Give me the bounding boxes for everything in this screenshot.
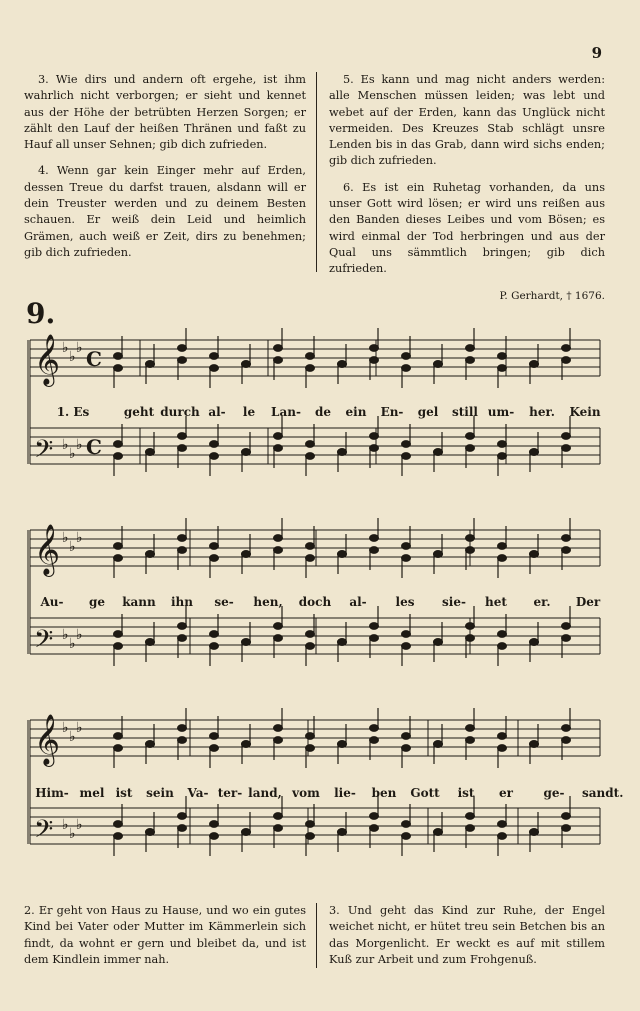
lyric-syllable: le	[242, 405, 256, 419]
notehead	[210, 543, 219, 550]
lyric-syllable: 1. Es	[56, 405, 90, 419]
lyric-syllable: vom	[292, 786, 320, 800]
notehead	[274, 535, 283, 542]
notehead	[370, 357, 379, 364]
lyric-syllable: sandt.	[582, 786, 624, 800]
notehead	[114, 543, 123, 550]
notehead	[434, 449, 443, 456]
notehead	[562, 547, 571, 554]
lyric-syllable: En-	[380, 405, 404, 419]
lyric-syllable: gel	[417, 405, 439, 419]
notehead	[466, 813, 475, 820]
flat-sign: ♭	[69, 446, 76, 462]
notehead	[370, 725, 379, 732]
notehead	[114, 745, 123, 752]
notehead	[178, 357, 187, 364]
notehead	[210, 555, 219, 562]
lyric-syllable: Gott	[410, 786, 440, 800]
lyric-syllable: still	[452, 405, 478, 419]
notehead	[562, 357, 571, 364]
notehead	[210, 441, 219, 448]
flat-sign: ♭	[62, 720, 69, 736]
notehead	[498, 821, 507, 828]
notehead	[466, 535, 475, 542]
notehead	[402, 631, 411, 638]
notehead	[306, 353, 315, 360]
lyric-syllable: ist	[115, 786, 133, 800]
notehead	[210, 833, 219, 840]
notehead	[210, 821, 219, 828]
notehead	[498, 543, 507, 550]
notehead	[114, 453, 123, 460]
lyric-syllable: Him-	[35, 786, 69, 800]
notehead	[402, 353, 411, 360]
notehead	[178, 535, 187, 542]
notehead	[562, 345, 571, 352]
lyric-syllable: ein	[345, 405, 367, 419]
notehead	[274, 623, 283, 630]
notehead	[146, 361, 155, 368]
notehead	[402, 441, 411, 448]
lyric-syllable: ter-	[217, 786, 243, 800]
notehead	[178, 433, 187, 440]
notehead	[178, 547, 187, 554]
lyric-syllable: ihn	[170, 595, 193, 609]
notehead	[146, 639, 155, 646]
notehead	[466, 737, 475, 744]
notehead	[306, 453, 315, 460]
lyrics-line-3	[28, 786, 622, 800]
notehead	[178, 445, 187, 452]
notehead	[306, 365, 315, 372]
page-number: 9	[591, 44, 602, 62]
notehead	[562, 825, 571, 832]
notehead	[210, 453, 219, 460]
lyric-syllable: Der	[575, 595, 601, 609]
flat-sign: ♭	[76, 817, 83, 833]
notehead	[434, 551, 443, 558]
flat-sign: ♭	[76, 530, 83, 546]
verse-5: 5. Es kann und mag nicht anders werden: alle Menschen müssen leiden; was lebt und webet auf der Erden, kann das Unglück nicht vermeiden. Des Kreuzes Stab schlägt unsre Lenden bis in das Grab, dann wird sichs enden; gib dich zufrieden.	[329, 73, 605, 168]
flat-sign: ♭	[76, 720, 83, 736]
lyric-syllable: de	[314, 405, 332, 419]
lyric-syllable: er.	[533, 595, 551, 609]
notehead	[466, 825, 475, 832]
notehead	[242, 639, 251, 646]
notehead	[466, 547, 475, 554]
notehead	[338, 829, 347, 836]
lyric-syllable: land,	[248, 786, 282, 800]
bass-clef: 𝄢	[34, 435, 54, 470]
time-signature: C	[86, 435, 102, 459]
notehead	[306, 643, 315, 650]
notehead	[274, 547, 283, 554]
lyric-syllable: Au-	[40, 595, 64, 609]
notehead	[178, 737, 187, 744]
flat-sign: ♭	[69, 729, 76, 745]
lyric-syllable: al-	[208, 405, 226, 419]
verse-4: 4. Wenn gar kein Einger mehr auf Erden, dessen Treue du darfst trauen, alsdann will er dein Treuster werden und zu deinem Besten schauen. Er weiß dein Leid und heimlich Grämen, auch weiß er Zeit, dirs zu benehmen; gib dich zufrieden.	[24, 164, 306, 259]
notehead	[466, 345, 475, 352]
notehead	[530, 361, 539, 368]
lyric-syllable: her.	[529, 405, 555, 419]
verse-2: 2. Er geht von Haus zu Hause, und wo ein gutes Kind bei Vater oder Mutter im Kämmerlein sich findt, da wohnt er gern und bleibet da, und ist dem Kindlein immer nah.	[24, 903, 317, 968]
notehead	[370, 345, 379, 352]
notehead	[114, 733, 123, 740]
notehead	[466, 445, 475, 452]
lyric-syllable: mel	[79, 786, 105, 800]
notehead	[306, 821, 315, 828]
notehead	[210, 745, 219, 752]
notehead	[370, 623, 379, 630]
notehead	[466, 433, 475, 440]
notehead	[402, 833, 411, 840]
notehead	[466, 635, 475, 642]
notehead	[338, 741, 347, 748]
verses-bottom	[24, 903, 608, 968]
notehead	[338, 449, 347, 456]
notehead	[466, 725, 475, 732]
notehead	[274, 433, 283, 440]
notehead	[114, 643, 123, 650]
notehead	[370, 813, 379, 820]
notehead	[306, 833, 315, 840]
notehead	[402, 643, 411, 650]
notehead	[338, 551, 347, 558]
notehead	[210, 353, 219, 360]
lyric-syllable: Va-	[187, 786, 209, 800]
lyric-syllable: er	[499, 786, 513, 800]
lyric-syllable: doch	[298, 595, 332, 609]
flat-sign: ♭	[69, 349, 76, 365]
lyric-syllable: sein	[146, 786, 174, 800]
lyric-syllable: geht	[123, 405, 155, 419]
treble-clef: 𝄞	[34, 334, 61, 385]
notehead	[402, 543, 411, 550]
notehead	[274, 445, 283, 452]
notehead	[562, 635, 571, 642]
notehead	[114, 555, 123, 562]
lyrics-line-1	[28, 405, 604, 419]
notehead	[146, 741, 155, 748]
notehead	[562, 535, 571, 542]
flat-sign: ♭	[62, 627, 69, 643]
notehead	[530, 639, 539, 646]
notehead	[498, 833, 507, 840]
notehead	[242, 741, 251, 748]
notehead	[274, 635, 283, 642]
bass-clef: 𝄢	[34, 815, 54, 850]
flat-sign: ♭	[62, 340, 69, 356]
notehead	[434, 741, 443, 748]
notehead	[178, 813, 187, 820]
notehead	[370, 535, 379, 542]
notehead	[498, 555, 507, 562]
notehead	[370, 445, 379, 452]
notehead	[242, 829, 251, 836]
notehead	[498, 643, 507, 650]
notehead	[530, 449, 539, 456]
notehead	[338, 639, 347, 646]
notehead	[178, 725, 187, 732]
notehead	[242, 361, 251, 368]
notehead	[242, 551, 251, 558]
notehead	[210, 643, 219, 650]
notehead	[402, 555, 411, 562]
lyric-syllable: lie-	[334, 786, 356, 800]
notehead	[146, 829, 155, 836]
flat-sign: ♭	[76, 340, 83, 356]
notehead	[306, 543, 315, 550]
hymn-number: 9.	[26, 297, 56, 330]
flat-sign: ♭	[69, 826, 76, 842]
verse-3: 3. Wie dirs und andern oft ergehe, ist ihm wahrlich nicht verborgen; er sieht und kennet aus der Höhe der betrübten Herzen Sorgen; er zählt den Lauf der heißen Thränen und faßt zu Hauf all unser Sehnen; gib dich zufrieden.	[24, 73, 306, 152]
notehead	[434, 361, 443, 368]
lyric-syllable: um-	[487, 405, 515, 419]
notehead	[146, 449, 155, 456]
notehead	[338, 361, 347, 368]
notehead	[562, 433, 571, 440]
notehead	[242, 449, 251, 456]
notehead	[498, 441, 507, 448]
notehead	[370, 433, 379, 440]
notehead	[210, 733, 219, 740]
flat-sign: ♭	[69, 636, 76, 652]
lyric-syllable: ist	[457, 786, 475, 800]
notehead	[114, 353, 123, 360]
notehead	[274, 737, 283, 744]
notehead	[562, 813, 571, 820]
notehead	[498, 453, 507, 460]
notehead	[274, 725, 283, 732]
notehead	[466, 623, 475, 630]
lyric-syllable: ge	[88, 595, 106, 609]
time-signature: C	[86, 347, 102, 371]
notehead	[114, 631, 123, 638]
notehead	[274, 825, 283, 832]
notehead	[306, 631, 315, 638]
lyric-syllable: Lan-	[271, 405, 301, 419]
notehead	[306, 441, 315, 448]
notehead	[114, 441, 123, 448]
notehead	[434, 639, 443, 646]
notehead	[274, 357, 283, 364]
flat-sign: ♭	[62, 530, 69, 546]
notehead	[402, 365, 411, 372]
notehead	[178, 825, 187, 832]
notehead	[466, 357, 475, 364]
notehead	[498, 353, 507, 360]
notehead	[530, 551, 539, 558]
notehead	[530, 741, 539, 748]
notehead	[402, 821, 411, 828]
notehead	[178, 635, 187, 642]
notehead	[370, 737, 379, 744]
notehead	[274, 813, 283, 820]
notehead	[114, 365, 123, 372]
notehead	[530, 829, 539, 836]
notehead	[498, 631, 507, 638]
notehead	[210, 631, 219, 638]
notehead	[210, 365, 219, 372]
lyrics-line-2	[28, 595, 608, 609]
lyric-syllable: het	[485, 595, 507, 609]
notehead	[114, 821, 123, 828]
notehead	[402, 453, 411, 460]
notehead	[562, 737, 571, 744]
notehead	[562, 623, 571, 630]
lyric-syllable: hen,	[253, 595, 283, 609]
lyric-syllable: les	[395, 595, 415, 609]
notehead	[370, 825, 379, 832]
flat-sign: ♭	[69, 539, 76, 555]
verse-3-bottom: 3. Und geht das Kind zur Ruhe, der Engel weichet nicht, er hütet treu sein Betchen bis an das Morgenlicht. Er weckt es auf mit stillem Kuß zur Arbeit und zum Frohgenuß.	[329, 904, 605, 966]
notehead	[306, 745, 315, 752]
notehead	[306, 733, 315, 740]
notehead	[274, 345, 283, 352]
notehead	[562, 725, 571, 732]
lyric-syllable: se-	[214, 595, 234, 609]
notehead	[370, 547, 379, 554]
notehead	[434, 829, 443, 836]
treble-clef: 𝄞	[34, 714, 61, 765]
notehead	[114, 833, 123, 840]
notehead	[498, 365, 507, 372]
treble-clef: 𝄞	[34, 524, 61, 575]
notehead	[370, 635, 379, 642]
lyric-syllable: al-	[349, 595, 367, 609]
bass-clef: 𝄢	[34, 625, 54, 660]
notehead	[402, 745, 411, 752]
verse-6: 6. Es ist ein Ruhetag vorhanden, da uns unser Gott wird lösen; er wird uns reißen aus den Banden dieses Leibes und vom Bösen; es wird einmal der Tod herbringen und aus der Qual uns sämmtlich bringen; gib dich zufrieden.	[329, 180, 605, 276]
lyric-syllable: Kein	[569, 405, 601, 419]
notehead	[306, 555, 315, 562]
lyric-syllable: ge-	[543, 786, 565, 800]
flat-sign: ♭	[62, 437, 69, 453]
lyric-syllable: kann	[122, 595, 156, 609]
author-credit: P. Gerhardt, † 1676.	[499, 289, 605, 302]
flat-sign: ♭	[76, 437, 83, 453]
lyric-syllable: durch	[160, 405, 200, 419]
lyric-syllable: ben	[371, 786, 397, 800]
notehead	[146, 551, 155, 558]
flat-sign: ♭	[76, 627, 83, 643]
notehead	[498, 733, 507, 740]
notehead	[402, 733, 411, 740]
notehead	[562, 445, 571, 452]
notehead	[178, 345, 187, 352]
flat-sign: ♭	[62, 817, 69, 833]
lyric-syllable: sie-	[442, 595, 466, 609]
notehead	[498, 745, 507, 752]
notehead	[178, 623, 187, 630]
